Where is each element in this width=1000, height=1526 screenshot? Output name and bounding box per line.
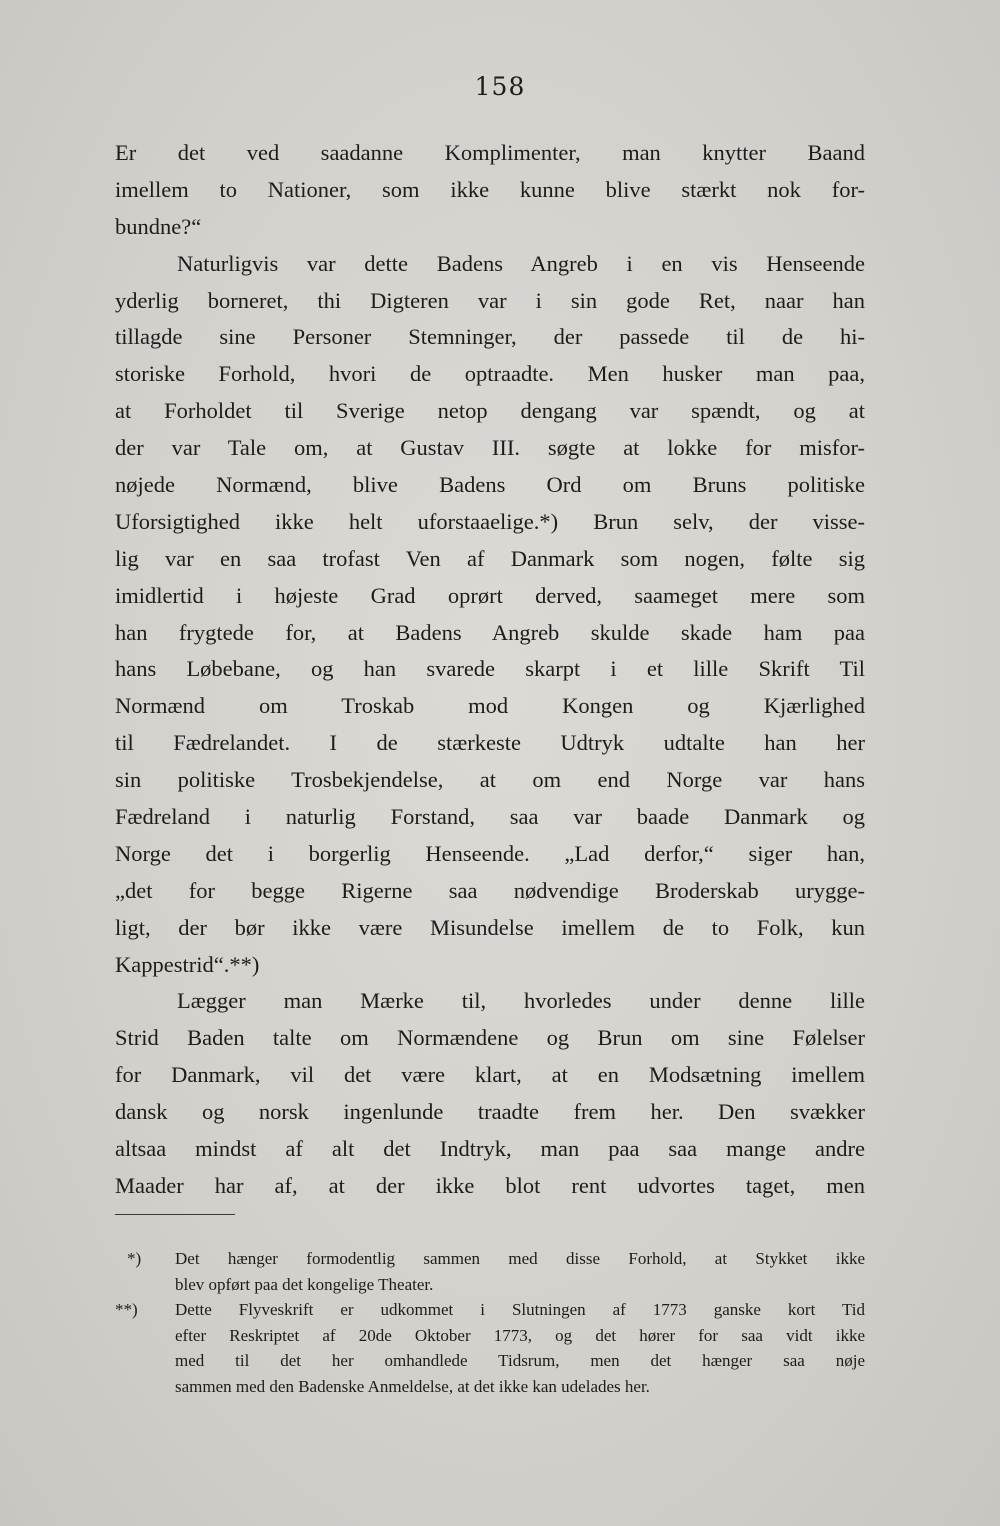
text-line: „det for begge Rigerne saa nødvendige Broderskab urygge- [115,877,865,903]
text-line: Fædreland i naturlig Forstand, saa var baade Danmark og [115,804,865,830]
text-line: han frygtede for, at Badens Angreb skulde skade ham paa [115,619,865,645]
text-line: dansk og norsk ingenlunde traadte frem her. Den svækker [115,1099,865,1125]
text-line: Naturligvis var dette Badens Angreb i en vis Henseende [177,250,865,276]
text-line: imellem to Nationer, som ikke kunne blive stærkt nok for- [115,176,865,202]
footnote-marker: *) [127,1249,142,1268]
text-line: Er det ved saadanne Komplimenter, man knytter Baand [115,140,865,165]
text-line: bundne?“ [115,213,202,239]
text-line: Maader har af, at der ikke blot rent udvortes taget, men [115,1172,865,1198]
footnote-text: Dette Flyveskrift er udkommet i Slutningen af 1773 ganske kort Tid [175,1300,865,1320]
text-line: Uforsigtighed ikke helt uforstaaelige.*) Brun selv, der visse- [115,508,865,534]
text-line: altsaa mindst af alt det Indtryk, man paa saa mange andre [115,1136,865,1162]
text-line: Lægger man Mærke til, hvorledes under denne lille [177,988,865,1014]
text-line: Norge det i borgerlig Henseende. „Lad derfor,“ siger han, [115,840,865,866]
text-line: til Fædrelandet. I de stærkeste Udtryk udtalte han her [115,730,865,756]
text-line: sin politiske Trosbekjendelse, at om end Norge var hans [115,767,865,793]
text-line: at Forholdet til Sverige netop dengang var spændt, og at [115,398,865,424]
text-line: imidlertid i højeste Grad oprørt derved, saameget mere som [115,582,865,608]
footnotes [115,1246,865,1400]
text-line: Normænd om Troskab mod Kongen og Kjærlighed [115,693,865,719]
text-line: Strid Baden talte om Normændene og Brun om sine Følelser [115,1025,865,1051]
footnote-marker: **) [115,1300,138,1320]
text-line: ligt, der bør ikke være Misundelse imellem de to Folk, kun [115,914,865,940]
footnote-text: Det hænger formodentlig sammen med disse Forhold, at Stykket ikke [175,1249,865,1268]
text-line: nøjede Normænd, blive Badens Ord om Bruns politiske [115,472,865,498]
footnote-divider [115,1214,235,1215]
footnote-line [115,1297,865,1323]
footnote-line: blev opført paa det kongelige Theater. [175,1274,434,1294]
text-line: hans Løbebane, og han svarede skarpt i et lille Skrift Til [115,656,865,682]
footnote-line: med til det her omhandlede Tidsrum, men det hænger saa nøje [175,1351,865,1371]
text-line: der var Tale om, at Gustav III. søgte at lokke for misfor- [115,435,865,461]
footnote-line [115,1246,865,1272]
text-line: tillagde sine Personer Stemninger, der passede til de hi- [115,324,865,350]
footnote-line: sammen med den Badenske Anmeldelse, at det ikke kan udelades her. [175,1376,650,1396]
text-line: storiske Forhold, hvori de optraadte. Men husker man paa, [115,361,865,387]
text-line: yderlig borneret, thi Digteren var i sin gode Ret, naar han [115,287,865,313]
text-line: Kappestrid“.**) [115,951,260,977]
body-text [115,135,865,1205]
footnote-line: efter Reskriptet af 20de Oktober 1773, og det hører for saa vidt ikke [175,1325,865,1345]
page-number: 158 [474,72,526,101]
text-line: lig var en saa trofast Ven af Danmark som nogen, følte sig [115,545,865,571]
text-line: for Danmark, vil det være klart, at en Modsætning imellem [115,1062,865,1088]
